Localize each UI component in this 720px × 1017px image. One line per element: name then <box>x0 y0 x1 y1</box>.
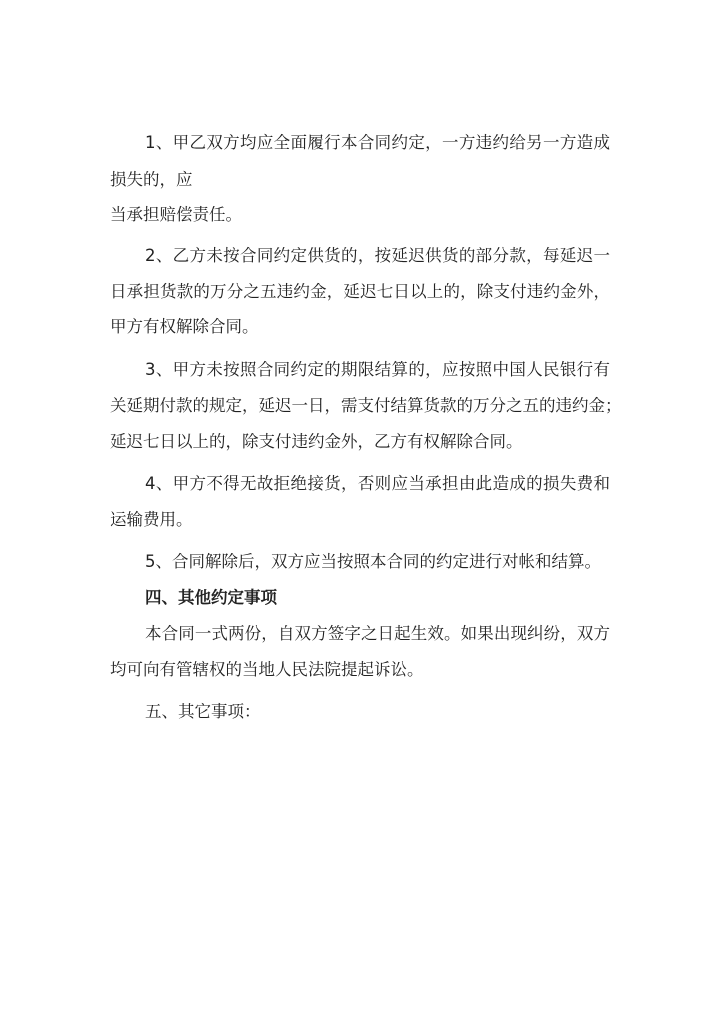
clause-3-line-2: 关延期付款的规定，延迟一日，需支付结算货款的万分之五的违约金； <box>110 396 622 415</box>
clause-3-line-3: 延迟七日以上的，除支付违约金外，乙方有权解除合同。 <box>110 432 523 451</box>
clause-2-line-3: 甲方有权解除合同。 <box>110 317 259 336</box>
clause-3-line-1: 3、甲方未按照合同约定的期限结算的，应按照中国人民银行有 <box>145 360 610 379</box>
section-heading-other-terms: 四、其他约定事项 <box>145 588 277 607</box>
clause-2-line-2: 日承担货款的万分之五违约金，延迟七日以上的，除支付违约金外， <box>110 282 610 301</box>
other-terms-line-1: 本合同一式两份，自双方签字之日起生效。如果出现纠纷，双方 <box>145 624 610 643</box>
clause-1-line-1: 1、甲乙双方均应全面履行本合同约定，一方违约给另一方造成 <box>145 133 610 152</box>
clause-5: 5、合同解除后，双方应当按照本合同的约定进行对帐和结算。 <box>145 552 601 571</box>
clause-2-line-1: 2、乙方未按合同约定供货的，按延迟供货的部分款，每延迟一 <box>145 246 610 265</box>
clause-4-line-1: 4、甲方不得无故拒绝接货，否则应当承担由此造成的损失费和 <box>145 474 610 493</box>
clause-4-line-2: 运输费用。 <box>110 510 193 529</box>
section-heading-misc: 五、其它事项： <box>145 702 261 721</box>
other-terms-line-2: 均可向有管辖权的当地人民法院提起诉讼。 <box>110 660 424 679</box>
clause-1-line-2: 损失的，应 <box>110 170 193 189</box>
clause-1-line-3: 当承担赔偿责任。 <box>110 205 242 224</box>
